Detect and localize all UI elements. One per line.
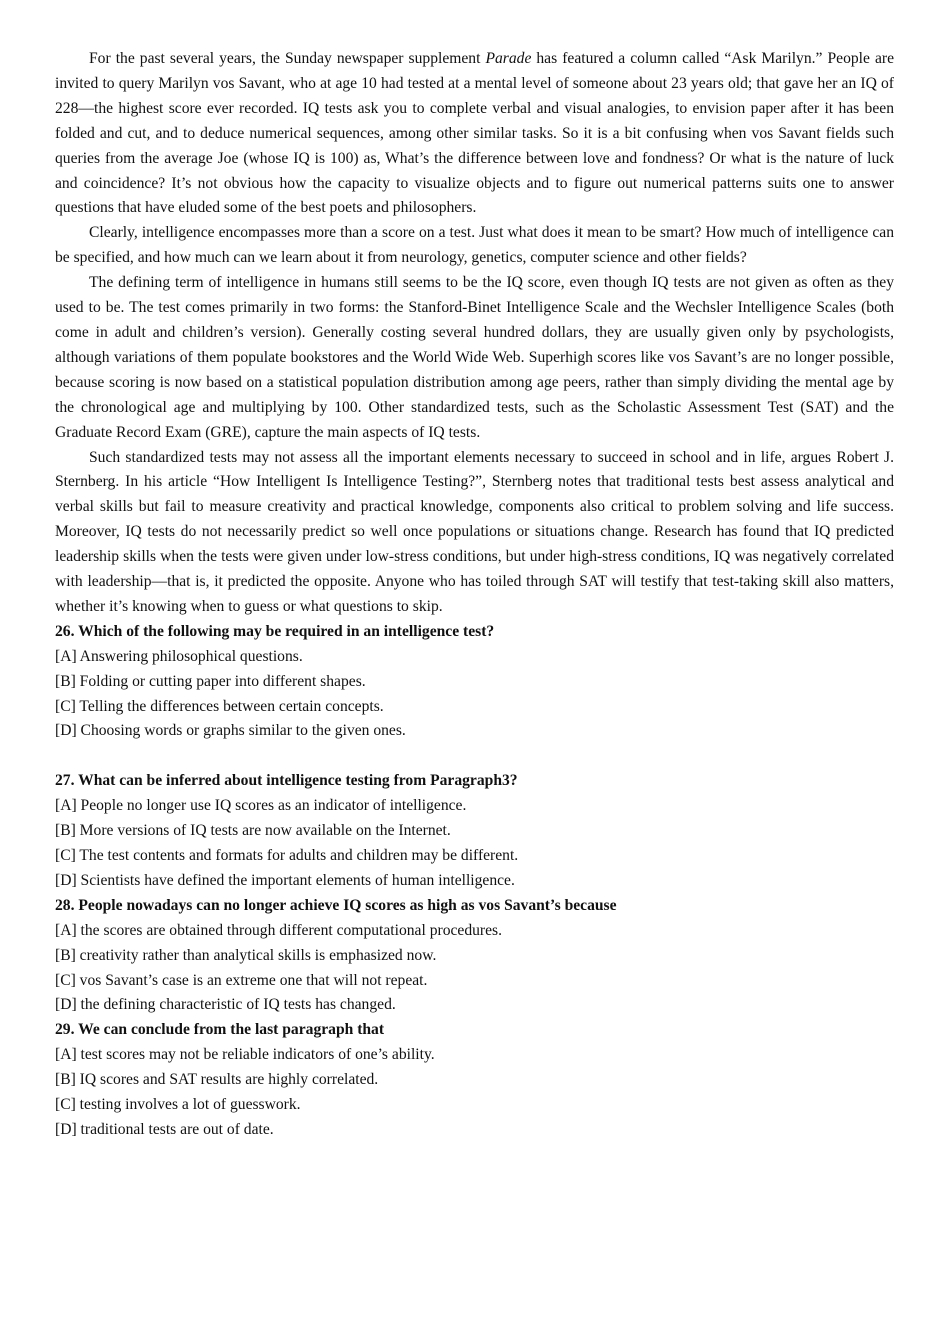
- option-c: [C] The test contents and formats for adults and children may be different.: [55, 846, 519, 864]
- passage-paragraph-1: [55, 47, 894, 221]
- paragraph-1-text-end: has featured a column called “Ask Marilyn.” People are invited to query Marilyn vos Savant, who at age 10 had tested at a mental level of someone about 23 years old; that gave her an IQ of 228—the highest score ever recorded. IQ tests ask you to complete verbal and visual analogies, to envision paper after it has been folded and cut, and to deduce numerical sequences, among other similar tasks. So it is a bit confusing when vos Savant fields such queries from the average Joe (whose IQ is 100) as, What’s the difference between love and fondness? Or what is the nature of luck and coincidence? It’s not obvious how the capacity to visualize objects and to figure out numerical patterns suits one to answer questions that have eluded some of the best poets and philosophers.: [55, 50, 894, 217]
- question-stem: 27. What can be inferred about intelligence testing from Paragraph3?: [55, 772, 518, 790]
- option-d: [D] the defining characteristic of IQ tests has changed.: [55, 996, 396, 1014]
- question-stem: 28. People nowadays can no longer achieve IQ scores as high as vos Savant’s because: [55, 896, 617, 914]
- question-stem: 29. We can conclude from the last paragraph that: [55, 1021, 385, 1039]
- option-b: [B] creativity rather than analytical skills is emphasized now.: [55, 946, 437, 964]
- question-26: [55, 620, 894, 745]
- passage-paragraph-2: Clearly, intelligence encompasses more than a score on a test. Just what does it mean to be smart? How much of intelligence can be specified, and how much can we learn about it from neurology, genetics, computer science and other fields?: [55, 224, 894, 267]
- option-d: [D] Scientists have defined the important elements of human intelligence.: [55, 871, 515, 889]
- paragraph-1-text-start: For the past several years, the Sunday newspaper supplement: [89, 50, 486, 67]
- document-page: [55, 47, 894, 1143]
- option-b: [B] IQ scores and SAT results are highly correlated.: [55, 1071, 379, 1089]
- option-b: [B] Folding or cutting paper into different shapes.: [55, 672, 366, 690]
- passage-paragraph-3: The defining term of intelligence in humans still seems to be the IQ score, even though IQ tests are not given as often as they used to be. The test comes primarily in two forms: the Stanford-Binet Intelligence Scale and the Wechsler Intelligence Scales (both come in adult and children’s version). Generally costing several hundred dollars, they are usually given only by psychologists, although variations of them populate bookstores and the World Wide Web. Superhigh scores like vos Savant’s are no longer possible, because scoring is now based on a statistical population distribution among age peers, rather than simply dividing the mental age by the chronological age and multiplying by 100. Other standardized tests, such as the Scholastic Assessment Test (SAT) and the Graduate Record Exam (GRE), capture the main aspects of IQ tests.: [55, 274, 894, 441]
- option-c: [C] vos Savant’s case is an extreme one that will not repeat.: [55, 971, 428, 989]
- option-c: [C] Telling the differences between certain concepts.: [55, 697, 384, 715]
- option-a: [A] the scores are obtained through different computational procedures.: [55, 921, 503, 939]
- option-c: [C] testing involves a lot of guesswork.: [55, 1096, 301, 1114]
- option-a: [A] People no longer use IQ scores as an indicator of intelligence.: [55, 797, 467, 815]
- option-d: [D] traditional tests are out of date.: [55, 1120, 274, 1138]
- option-b: [B] More versions of IQ tests are now available on the Internet.: [55, 822, 451, 840]
- option-a: [A] Answering philosophical questions.: [55, 647, 303, 665]
- question-29: [55, 1018, 894, 1143]
- parade-title: Parade: [485, 50, 532, 67]
- question-28: [55, 894, 894, 1019]
- passage-paragraph-4: Such standardized tests may not assess all the important elements necessary to succeed in school and in life, argues Robert J. Sternberg. In his article “How Intelligent Is Intelligence Testing?”, Sternberg notes that traditional tests best assess analytical and verbal skills but fail to measure creativity and practical knowledge, components also critical to problem solving and life success. Moreover, IQ tests do not necessarily predict so well once populations or situations change. Research has found that IQ predicted leadership skills when the tests were given under low-stress conditions, but under high-stress conditions, IQ was negatively correlated with leadership—that is, it predicted the opposite. Anyone who has toiled through SAT will testify that test-taking skill also matters, whether it’s knowing when to guess or what questions to skip.: [55, 448, 894, 615]
- question-27: [55, 769, 894, 894]
- option-d: [D] Choosing words or graphs similar to the given ones.: [55, 722, 406, 740]
- blank-line: [55, 744, 894, 769]
- option-a: [A] test scores may not be reliable indicators of one’s ability.: [55, 1046, 435, 1064]
- question-stem: 26. Which of the following may be required in an intelligence test?: [55, 622, 495, 640]
